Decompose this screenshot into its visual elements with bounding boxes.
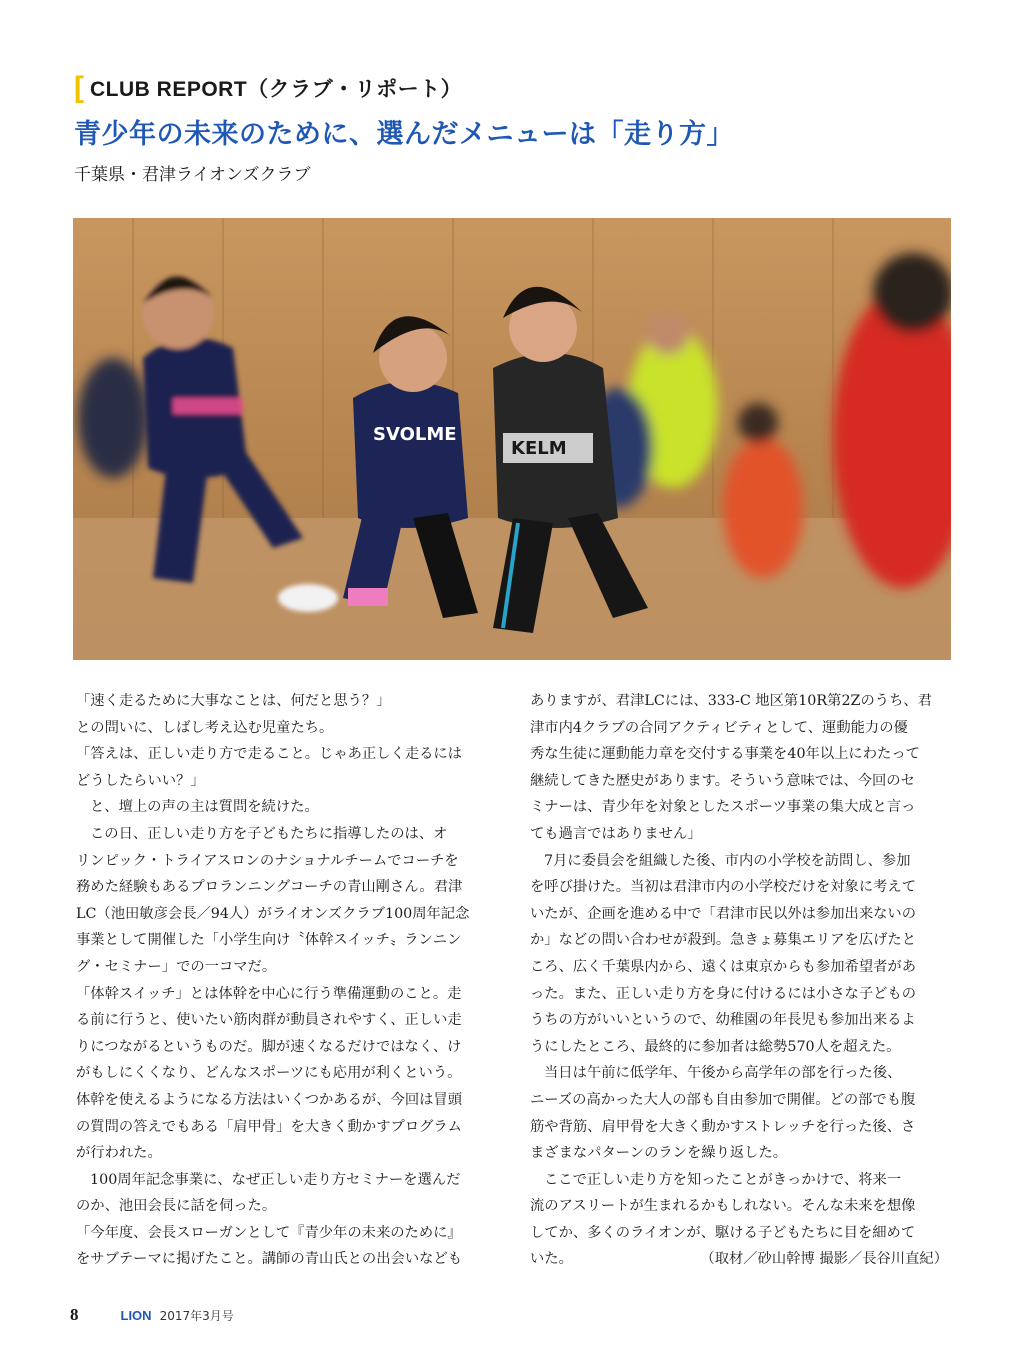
issue-date: 2017年3月号 <box>159 1309 234 1323</box>
section-kicker <box>74 72 462 104</box>
page-footer <box>70 1305 234 1329</box>
paragraph-line: ミナーは、青少年を対象としたスポーツ事業の集大成と言っ <box>530 799 916 816</box>
paragraph-line: 秀な生徒に運動能力章を交付する事業を40年以上にわたって <box>530 746 920 763</box>
paragraph-line: と、壇上の声の主は質問を続けた。 <box>90 799 319 816</box>
article-title: 青少年の未来のために、選んだメニューは「走り方」 <box>74 119 734 150</box>
jersey-logo-2: KELM <box>511 438 567 459</box>
paragraph-line: 筋や背筋、肩甲骨を大きく動かすストレッチを行った後、さ <box>530 1118 916 1135</box>
paragraph-line: ニーズの高かった大人の部も自由参加で開催。どの部でも腹 <box>530 1091 916 1108</box>
paragraph-line: 継続してきた歴史があります。そういう意味では、今回のセ <box>530 772 915 789</box>
jersey-logo-1: SVOLME <box>373 424 457 445</box>
paragraph-line: ても過言ではありません」 <box>530 825 702 842</box>
paragraph-line: 7月に委員会を組織した後、市内の小学校を訪問し、参加 <box>544 852 911 869</box>
paragraph-line: との問いに、しばし考え込む児童たち。 <box>76 719 334 736</box>
paragraph-line: どうしたらいい？」 <box>76 772 205 789</box>
paragraph-line: 100周年記念事業に、なぜ正しい走り方セミナーを選んだ <box>90 1171 461 1188</box>
paragraph-line: りにつながるというものだ。脚が速くなるだけではなく、け <box>76 1038 462 1055</box>
paragraph-line: うちの方がいいというので、幼稚園の年長児も参加出来るよ <box>530 1012 916 1029</box>
paragraph-line: の質問の答えでもある「肩甲骨」を大きく動かすプログラム <box>76 1118 462 1135</box>
section-label: CLUB REPORT（クラブ・リポート） <box>90 78 463 101</box>
article-column-right <box>530 688 950 1273</box>
hero-photo <box>73 218 951 660</box>
paragraph-line: った。また、正しい走り方を身に付けるには小さな子どもの <box>530 985 917 1002</box>
paragraph-line: 当日は午前に低学年、午後から高学年の部を行った後、 <box>544 1065 902 1082</box>
paragraph-line: 「今年度、会長スローガンとして『青少年の未来のために』 <box>76 1224 462 1241</box>
paragraph-line: いた。 <box>530 1251 573 1268</box>
paragraph-line: まざまなパターンのランを繰り返した。 <box>530 1145 788 1162</box>
club-name: 千葉県・君津ライオンズクラブ <box>74 165 311 185</box>
paragraph-line: がもしにくくなり、どんなスポーツにも応用が利くという。 <box>76 1065 462 1082</box>
paragraph-line: ころ、広く千葉県内から、遠くは東京からも参加希望者があ <box>530 958 917 975</box>
page-number: 8 <box>70 1305 79 1324</box>
paragraph-line: グ・セミナー」での一コマだ。 <box>76 958 277 975</box>
paragraph-line: か」などの問い合わせが殺到。急きょ募集エリアを広げたと <box>530 932 917 949</box>
paragraph-line: を呼び掛けた。当初は君津市内の小学校だけを対象に考えて <box>530 879 917 896</box>
paragraph-line: リンピック・トライアスロンのナショナルチームでコーチを <box>76 852 459 869</box>
paragraph-line: いたが、企画を進める中で「君津市民以外は参加出来ないの <box>530 905 917 922</box>
paragraph-line: る前に行うと、使いたい筋肉群が動員されやすく、正しい走 <box>76 1012 462 1029</box>
paragraph-line: 「速く走るために大事なことは、何だと思う？」 <box>76 693 391 709</box>
paragraph-line: 体幹を使えるようになる方法はいくつかあるが、今回は冒頭 <box>76 1091 463 1108</box>
paragraph-line: うにしたところ、最終的に参加者は総勢570人を超えた。 <box>530 1038 901 1055</box>
paragraph-line: 「体幹スイッチ」とは体幹を中心に行う準備運動のこと。走 <box>76 985 462 1002</box>
paragraph-line: 「答えは、正しい走り方で走ること。じゃあ正しく走るには <box>76 746 463 763</box>
paragraph-line: LC（池田敏彦会長／94人）がライオンズクラブ100周年記念 <box>76 905 470 922</box>
closing-line <box>530 1246 948 1273</box>
paragraph-line: ありますが、君津LCには、333-C 地区第10R第2Zのうち、君 <box>530 693 932 709</box>
paragraph-line: 務めた経験もあるプロランニングコーチの青山剛さん。君津 <box>76 879 463 896</box>
paragraph-line: が行われた。 <box>76 1145 162 1162</box>
running-children-illustration <box>73 218 951 660</box>
paragraph-line: この日、正しい走り方を子どもたちに指導したのは、オ <box>90 825 448 842</box>
paragraph-line: をサブテーマに掲げたこと。講師の青山氏との出会いなども <box>76 1251 463 1268</box>
paragraph-line: のか、池田会長に話を伺った。 <box>76 1198 277 1215</box>
photo-credit: （取材／砂山幹博 撮影／長谷川直紀） <box>700 1251 948 1268</box>
paragraph-line: してか、多くのライオンが、駆ける子どもたちに目を細めて <box>530 1224 916 1241</box>
article-column-left <box>76 688 496 1273</box>
paragraph-line: 事業として開催した「小学生向け〝体幹スイッチ〟ランニン <box>76 932 462 949</box>
paragraph-line: 流のアスリートが生まれるかもしれない。そんな未来を想像 <box>530 1198 916 1215</box>
paragraph-line: 津市内4クラブの合同アクティビティとして、運動能力の優 <box>530 719 908 736</box>
paragraph-line: ここで正しい走り方を知ったことがきっかけで、将来一 <box>544 1171 902 1188</box>
kicker-bracket-icon: [ <box>74 71 84 104</box>
magazine-name: LION <box>120 1308 152 1323</box>
